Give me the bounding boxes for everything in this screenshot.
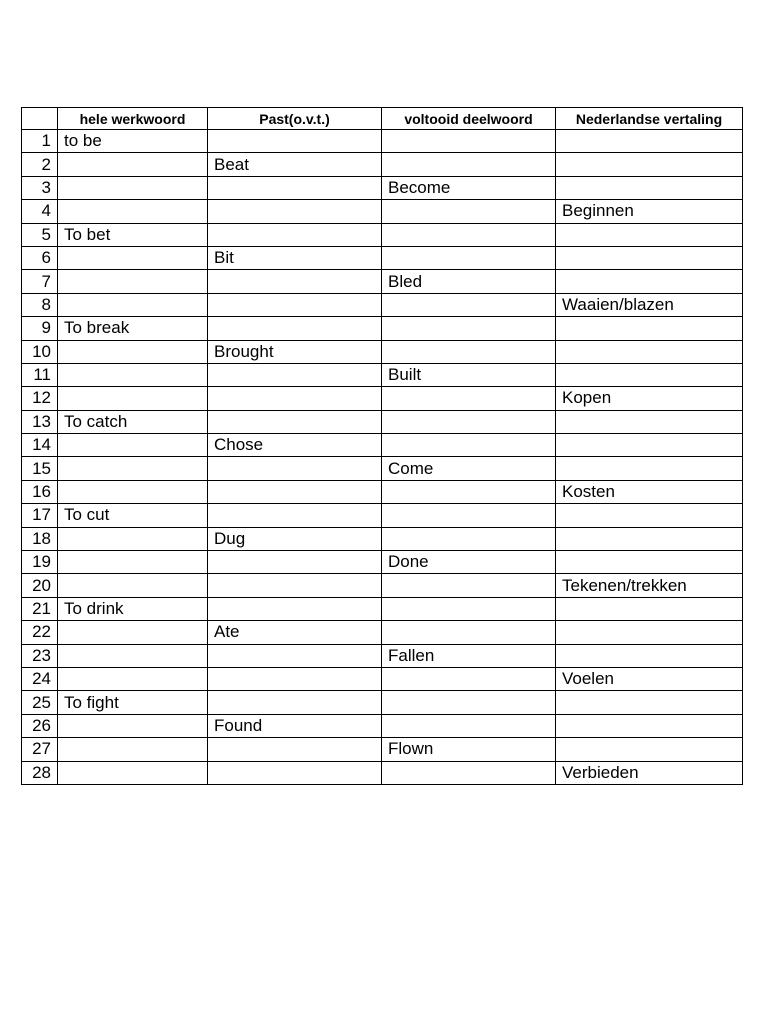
past-cell[interactable]: Beat [208,153,382,176]
past-participle-cell[interactable] [382,340,556,363]
table-row [22,246,743,269]
past-participle-cell[interactable] [382,130,556,153]
infinitive-cell[interactable] [58,738,208,761]
row-number: 10 [22,340,58,363]
past-cell[interactable] [208,293,382,316]
translation-cell[interactable] [556,410,743,433]
past-cell[interactable] [208,691,382,714]
row-number: 11 [22,363,58,386]
translation-cell[interactable] [556,691,743,714]
infinitive-cell[interactable] [58,551,208,574]
translation-cell[interactable] [556,223,743,246]
row-number: 14 [22,434,58,457]
header-dutch-translation: Nederlandse vertaling [556,108,743,130]
translation-cell[interactable] [556,153,743,176]
past-cell[interactable] [208,410,382,433]
translation-cell[interactable]: Voelen [556,667,743,690]
past-participle-cell[interactable] [382,387,556,410]
infinitive-cell[interactable] [58,480,208,503]
row-number: 19 [22,551,58,574]
past-participle-cell[interactable]: Bled [382,270,556,293]
infinitive-cell[interactable] [58,761,208,784]
past-cell[interactable] [208,480,382,503]
row-number: 25 [22,691,58,714]
row-number: 3 [22,176,58,199]
past-cell[interactable] [208,597,382,620]
past-cell[interactable]: Chose [208,434,382,457]
header-infinitive: hele werkwoord [58,108,208,130]
translation-cell[interactable]: Tekenen/trekken [556,574,743,597]
header-past: Past(o.v.t.) [208,108,382,130]
table-row [22,223,743,246]
translation-cell[interactable] [556,270,743,293]
table-row [22,200,743,223]
past-participle-cell[interactable] [382,691,556,714]
past-participle-cell[interactable] [382,410,556,433]
past-participle-cell[interactable]: Built [382,363,556,386]
infinitive-cell[interactable] [58,457,208,480]
verb-worksheet [21,107,743,785]
translation-cell[interactable] [556,504,743,527]
translation-cell[interactable]: Kosten [556,480,743,503]
row-number: 16 [22,480,58,503]
infinitive-cell[interactable] [58,527,208,550]
translation-cell[interactable] [556,551,743,574]
infinitive-cell[interactable] [58,621,208,644]
past-participle-cell[interactable] [382,621,556,644]
translation-cell[interactable]: Waaien/blazen [556,293,743,316]
translation-cell[interactable] [556,621,743,644]
past-cell[interactable] [208,644,382,667]
past-participle-cell[interactable] [382,667,556,690]
header-past-participle: voltooid deelwoord [382,108,556,130]
row-number: 26 [22,714,58,737]
table-row [22,317,743,340]
past-participle-cell[interactable]: Come [382,457,556,480]
row-number: 13 [22,410,58,433]
infinitive-cell[interactable] [58,644,208,667]
table-row [22,574,743,597]
infinitive-cell[interactable] [58,434,208,457]
table-row [22,130,743,153]
row-number: 12 [22,387,58,410]
past-cell[interactable] [208,738,382,761]
table-row [22,340,743,363]
row-number: 27 [22,738,58,761]
past-participle-cell[interactable] [382,223,556,246]
translation-cell[interactable] [556,527,743,550]
infinitive-cell[interactable] [58,246,208,269]
past-cell[interactable] [208,504,382,527]
table-row [22,270,743,293]
table-row [22,667,743,690]
infinitive-cell[interactable]: To drink [58,597,208,620]
translation-cell[interactable] [556,457,743,480]
past-participle-cell[interactable] [382,574,556,597]
infinitive-cell[interactable]: To cut [58,504,208,527]
infinitive-cell[interactable] [58,340,208,363]
row-number: 23 [22,644,58,667]
past-cell[interactable]: Dug [208,527,382,550]
row-number: 1 [22,130,58,153]
table-row [22,644,743,667]
past-participle-cell[interactable] [382,761,556,784]
table-row [22,457,743,480]
table-row [22,153,743,176]
row-number: 15 [22,457,58,480]
infinitive-cell[interactable] [58,363,208,386]
past-cell[interactable] [208,363,382,386]
past-participle-cell[interactable] [382,714,556,737]
past-participle-cell[interactable]: Fallen [382,644,556,667]
past-cell[interactable] [208,457,382,480]
past-participle-cell[interactable] [382,434,556,457]
past-cell[interactable] [208,130,382,153]
translation-cell[interactable]: Verbieden [556,761,743,784]
table-row [22,761,743,784]
row-number: 21 [22,597,58,620]
row-number: 5 [22,223,58,246]
infinitive-cell[interactable]: to be [58,130,208,153]
translation-cell[interactable]: Kopen [556,387,743,410]
past-cell[interactable] [208,270,382,293]
header-number [22,108,58,130]
translation-cell[interactable] [556,176,743,199]
infinitive-cell[interactable] [58,176,208,199]
table-row [22,293,743,316]
table-body [22,130,743,785]
infinitive-cell[interactable] [58,387,208,410]
row-number: 18 [22,527,58,550]
infinitive-cell[interactable] [58,153,208,176]
table-header-row [22,108,743,130]
past-cell[interactable] [208,223,382,246]
translation-cell[interactable] [556,340,743,363]
row-number: 9 [22,317,58,340]
past-cell[interactable]: Ate [208,621,382,644]
infinitive-cell[interactable] [58,714,208,737]
table-row [22,363,743,386]
table-row [22,527,743,550]
infinitive-cell[interactable]: To break [58,317,208,340]
table-row [22,480,743,503]
past-cell[interactable] [208,761,382,784]
row-number: 4 [22,200,58,223]
past-participle-cell[interactable] [382,293,556,316]
past-cell[interactable] [208,176,382,199]
row-number: 22 [22,621,58,644]
row-number: 24 [22,667,58,690]
translation-cell[interactable] [556,363,743,386]
past-participle-cell[interactable] [382,153,556,176]
table-row [22,504,743,527]
row-number: 2 [22,153,58,176]
past-participle-cell[interactable]: Done [382,551,556,574]
row-number: 6 [22,246,58,269]
past-cell[interactable] [208,200,382,223]
infinitive-cell[interactable]: To catch [58,410,208,433]
table-row [22,434,743,457]
translation-cell[interactable] [556,317,743,340]
past-participle-cell[interactable] [382,597,556,620]
translation-cell[interactable] [556,434,743,457]
translation-cell[interactable] [556,644,743,667]
past-participle-cell[interactable]: Become [382,176,556,199]
past-cell[interactable]: Bit [208,246,382,269]
past-participle-cell[interactable] [382,246,556,269]
infinitive-cell[interactable]: To fight [58,691,208,714]
past-cell[interactable] [208,387,382,410]
table-row [22,738,743,761]
infinitive-cell[interactable] [58,574,208,597]
row-number: 20 [22,574,58,597]
past-participle-cell[interactable] [382,200,556,223]
table-row [22,176,743,199]
past-cell[interactable] [208,551,382,574]
past-cell[interactable] [208,317,382,340]
past-cell[interactable] [208,574,382,597]
past-participle-cell[interactable] [382,317,556,340]
table-row [22,621,743,644]
table-row [22,387,743,410]
table-row [22,551,743,574]
infinitive-cell[interactable] [58,667,208,690]
infinitive-cell[interactable] [58,293,208,316]
past-cell[interactable]: Found [208,714,382,737]
translation-cell[interactable]: Beginnen [556,200,743,223]
translation-cell[interactable] [556,246,743,269]
translation-cell[interactable] [556,130,743,153]
irregular-verbs-table [21,107,743,785]
table-row [22,691,743,714]
translation-cell[interactable] [556,597,743,620]
past-participle-cell[interactable] [382,527,556,550]
infinitive-cell[interactable] [58,200,208,223]
table-row [22,410,743,433]
row-number: 28 [22,761,58,784]
table-row [22,714,743,737]
row-number: 8 [22,293,58,316]
past-cell[interactable]: Brought [208,340,382,363]
infinitive-cell[interactable] [58,270,208,293]
infinitive-cell[interactable]: To bet [58,223,208,246]
past-participle-cell[interactable] [382,480,556,503]
translation-cell[interactable] [556,738,743,761]
row-number: 7 [22,270,58,293]
past-cell[interactable] [208,667,382,690]
row-number: 17 [22,504,58,527]
past-participle-cell[interactable]: Flown [382,738,556,761]
translation-cell[interactable] [556,714,743,737]
table-row [22,597,743,620]
past-participle-cell[interactable] [382,504,556,527]
